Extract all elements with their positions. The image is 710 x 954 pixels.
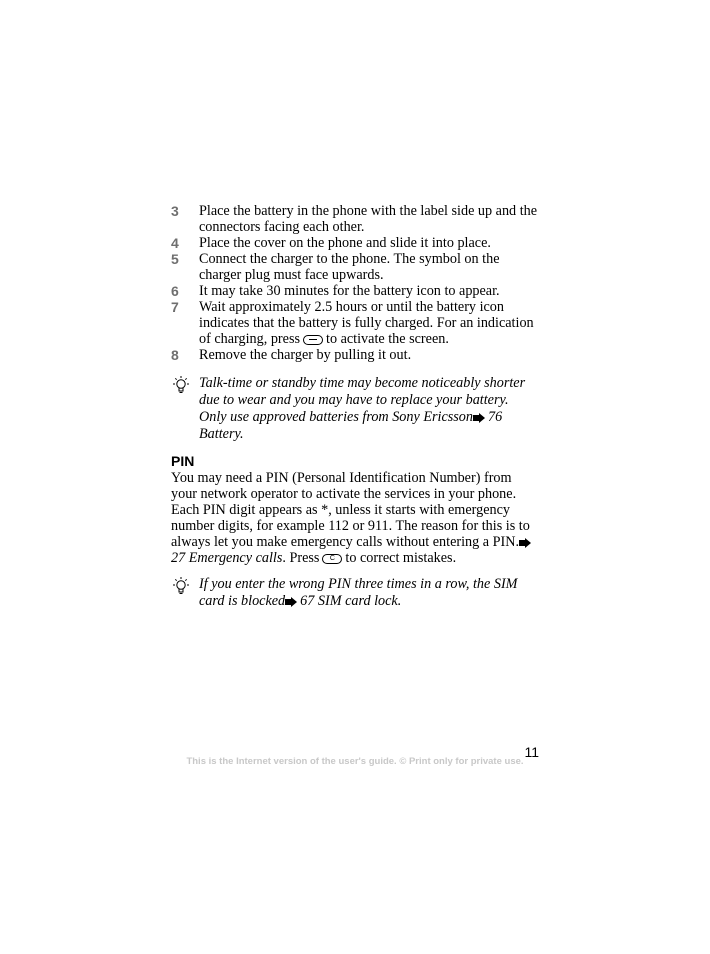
- step-text: It may take 30 minutes for the battery icon to appear.: [199, 283, 500, 299]
- section-heading-pin: PIN: [171, 453, 195, 469]
- lightbulb-icon: [171, 375, 199, 395]
- pin-paragraph: [171, 470, 539, 566]
- arrow-right-icon: [479, 413, 485, 423]
- step-number: 8: [171, 347, 179, 363]
- page-number: 11: [524, 744, 539, 760]
- step-4: [171, 235, 539, 251]
- pin-text-after: to correct mistakes.: [345, 550, 457, 566]
- step-7: [171, 299, 539, 347]
- footer-note: This is the Internet version of the user's guide. © Print only for private use.: [186, 756, 524, 767]
- step-number: 4: [171, 235, 179, 251]
- step-text-after: to activate the screen.: [326, 331, 449, 347]
- step-text: Place the cover on the phone and slide it into place.: [199, 235, 491, 251]
- step-3: [171, 203, 539, 235]
- tip-battery: [171, 375, 539, 443]
- softkey-icon: [303, 335, 323, 345]
- page-content: [171, 203, 539, 610]
- step-6: [171, 283, 539, 299]
- tip-body: Talk-time or standby time may become noticeably shorter due to wear and you may have to replace your battery. Only use approved batteries from Sony Ericsson: [199, 375, 526, 425]
- pin-text: You may need a PIN (Personal Identification Number) from your network operator to activate the services in your phone. Each PIN digit appears as *, unless it starts with emergency number digits, for example 112 or 911. The reason for this is to always let you make emergency calls without entering a PIN.: [171, 470, 530, 550]
- arrow-right-icon: [525, 538, 531, 548]
- step-text: Connect the charger to the phone. The symbol on the charger plug must face upwards.: [199, 251, 500, 283]
- step-number: 7: [171, 299, 179, 315]
- cross-reference: 67 SIM card lock.: [300, 593, 402, 609]
- cross-reference: 76 Battery.: [199, 409, 503, 442]
- clear-key-icon: [322, 554, 342, 564]
- step-number: 5: [171, 251, 179, 267]
- tip-body: If you enter the wrong PIN three times in a row, the SIM card is blocked: [199, 576, 518, 609]
- step-text-before: Wait approximately 2.5 hours or until the battery icon indicates that the battery is fully charged. For an indication of charging, press: [199, 299, 534, 347]
- lightbulb-icon: [171, 576, 199, 596]
- step-8: [171, 347, 539, 363]
- step-text: Place the battery in the phone with the label side up and the connectors facing each other.: [199, 203, 538, 235]
- tip-pin: [171, 576, 539, 610]
- step-text: Remove the charger by pulling it out.: [199, 347, 412, 363]
- tip-text: [199, 375, 539, 443]
- step-number: 6: [171, 283, 179, 299]
- step-5: [171, 251, 539, 283]
- step-text: [199, 299, 539, 347]
- cross-reference: 27 Emergency calls: [171, 550, 283, 566]
- pin-text-middle: . Press: [282, 550, 320, 566]
- step-number: 3: [171, 203, 179, 219]
- arrow-right-icon: [291, 597, 297, 607]
- clear-key-letter: C: [329, 555, 335, 562]
- tip-text: [199, 576, 539, 610]
